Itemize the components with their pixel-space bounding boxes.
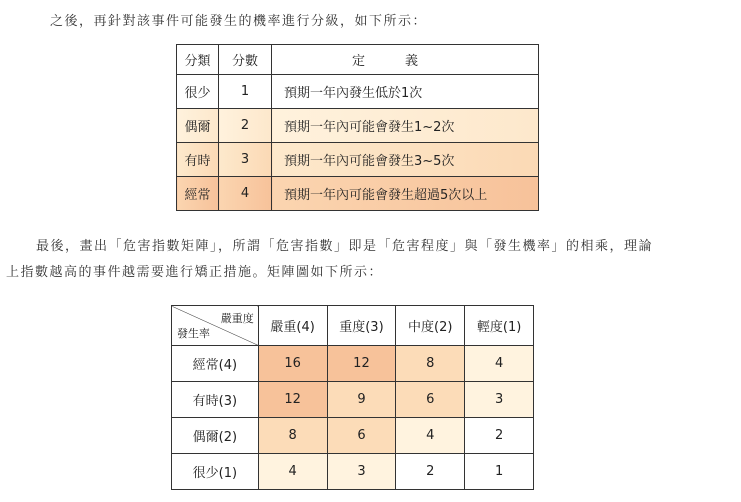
table-row (177, 177, 539, 211)
table-header-row (177, 45, 539, 75)
severity-col-header: 嚴重(4) (258, 306, 327, 346)
category-cell: 有時 (177, 143, 219, 177)
header-definition: 定義 (272, 45, 539, 75)
probability-row-header: 經常(4) (172, 346, 259, 382)
table-row (177, 109, 539, 143)
header-category: 分類 (177, 45, 219, 75)
final-paragraph-line2: 上指數越高的事件越需要進行矯正措施。矩陣圖如下所示： (6, 265, 384, 280)
score-cell: 3 (219, 143, 272, 177)
matrix-value-cell: 4 (258, 454, 327, 490)
definition-cell: 預期一年內發生低於1次 (272, 75, 539, 109)
matrix-value-cell: 3 (465, 382, 534, 418)
matrix-value-cell: 9 (327, 382, 396, 418)
probability-row-header: 偶爾(2) (172, 418, 259, 454)
matrix-value-cell: 8 (396, 346, 465, 382)
matrix-row (172, 418, 534, 454)
matrix-value-cell: 4 (465, 346, 534, 382)
final-paragraph-line1: 最後，畫出「危害指數矩陣」，所謂「危害指數」即是「危害程度」與「發生機率」的相乘，理論 (36, 239, 654, 254)
matrix-row (172, 382, 534, 418)
matrix-value-cell: 6 (396, 382, 465, 418)
matrix-value-cell: 4 (396, 418, 465, 454)
severity-col-header: 重度(3) (327, 306, 396, 346)
probability-table (176, 44, 539, 211)
category-cell: 經常 (177, 177, 219, 211)
score-cell: 2 (219, 109, 272, 143)
matrix-value-cell: 2 (396, 454, 465, 490)
matrix-value-cell: 2 (465, 418, 534, 454)
score-cell: 1 (219, 75, 272, 109)
severity-col-header: 輕度(1) (465, 306, 534, 346)
definition-cell: 預期一年內可能會發生3~5次 (272, 143, 539, 177)
table-row (177, 75, 539, 109)
corner-probability-label: 發生率 (177, 327, 210, 340)
matrix-value-cell: 12 (258, 382, 327, 418)
matrix-value-cell: 6 (327, 418, 396, 454)
category-cell: 很少 (177, 75, 219, 109)
definition-cell: 預期一年內可能會發生超過5次以上 (272, 177, 539, 211)
intro-paragraph: 之後，再針對該事件可能發生的機率進行分級，如下所示： (50, 14, 428, 29)
category-cell: 偶爾 (177, 109, 219, 143)
header-score: 分數 (219, 45, 272, 75)
corner-severity-label: 嚴重度 (220, 312, 254, 325)
severity-col-header: 中度(2) (396, 306, 465, 346)
matrix-value-cell: 16 (258, 346, 327, 382)
score-cell: 4 (219, 177, 272, 211)
matrix-value-cell: 1 (465, 454, 534, 490)
hazard-index-matrix (171, 305, 534, 490)
matrix-row (172, 454, 534, 490)
matrix-row (172, 346, 534, 382)
matrix-value-cell: 12 (327, 346, 396, 382)
probability-row-header: 有時(3) (172, 382, 259, 418)
definition-cell: 預期一年內可能會發生1~2次 (272, 109, 539, 143)
matrix-value-cell: 8 (258, 418, 327, 454)
matrix-header-row (172, 306, 534, 346)
matrix-value-cell: 3 (327, 454, 396, 490)
matrix-corner-cell (172, 306, 259, 346)
table-row (177, 143, 539, 177)
probability-row-header: 很少(1) (172, 454, 259, 490)
